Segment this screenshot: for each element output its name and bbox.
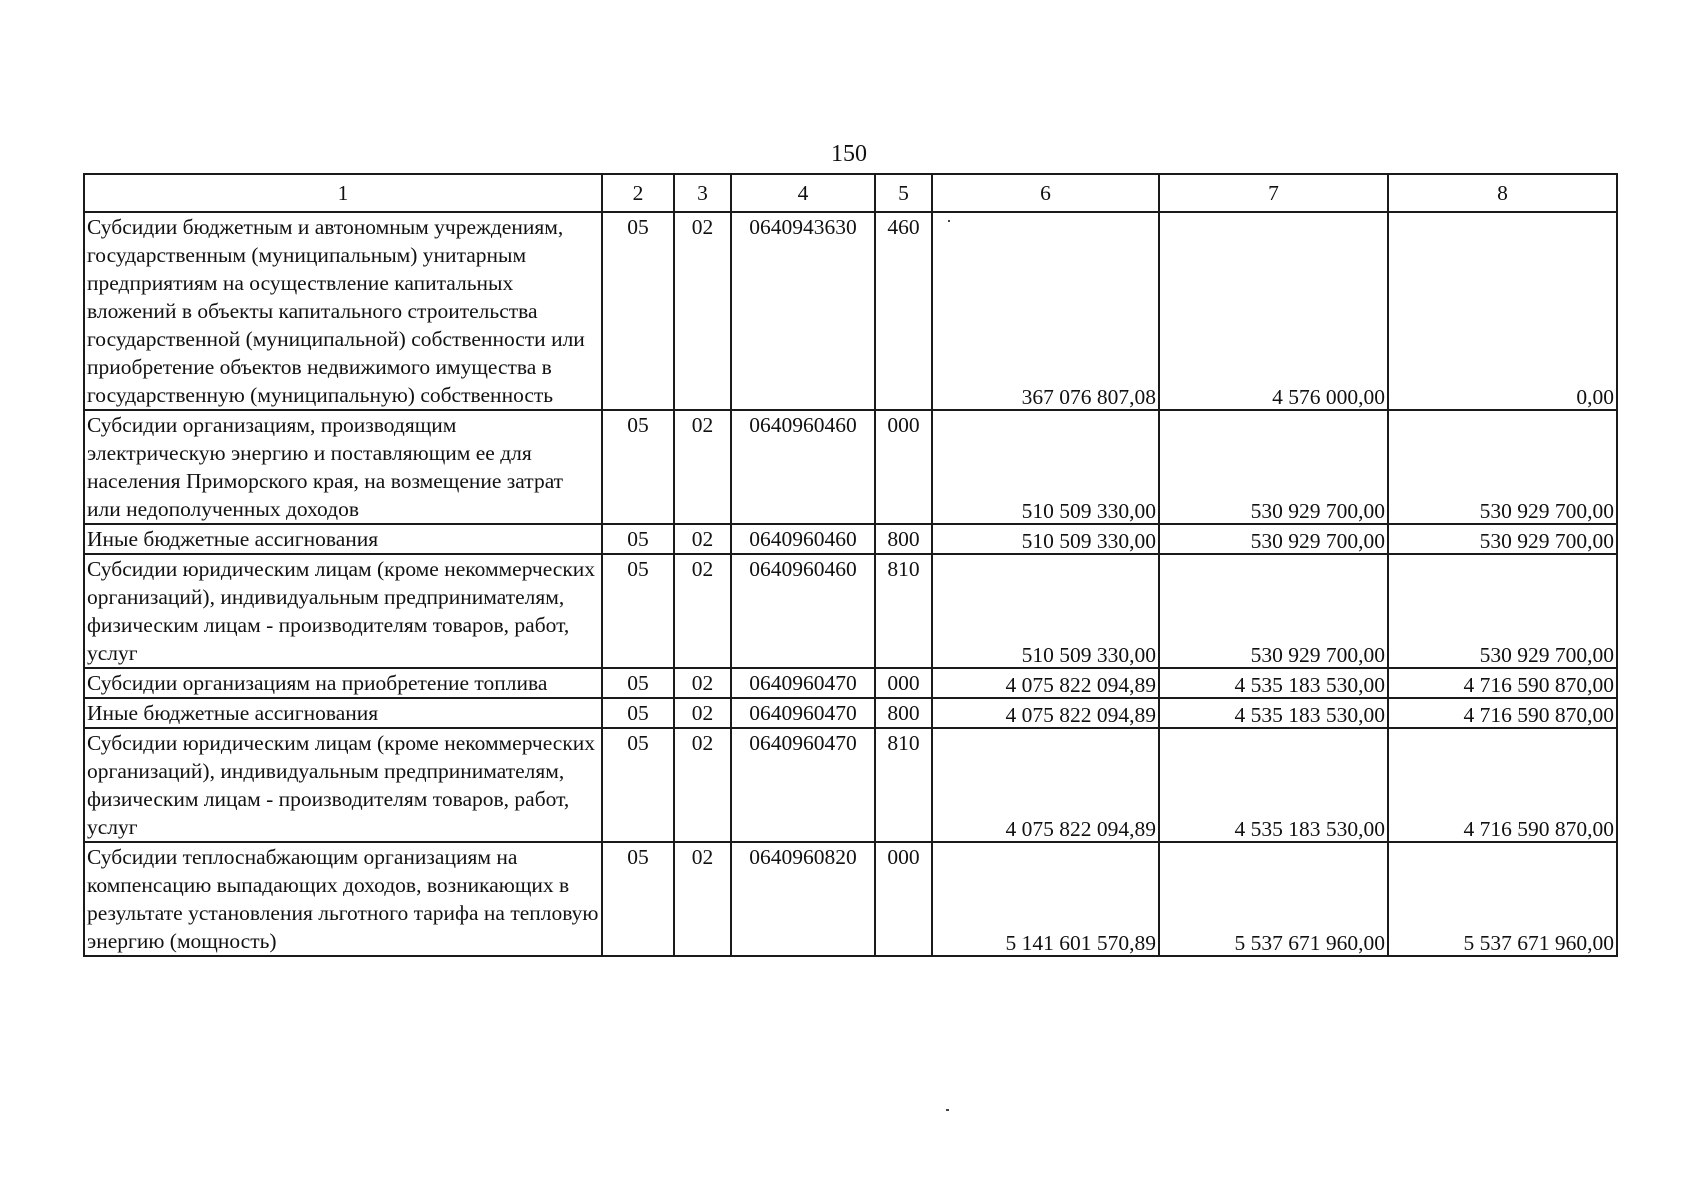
column-header: 3 [674,174,731,212]
target-article-code: 0640960460 [731,410,875,524]
amount-value: 530 929 700,00 [1479,499,1614,523]
subsection-code: 02 [674,410,731,524]
amount-value: 4 075 822 094,89 [1005,817,1156,841]
amount-value: 5 537 671 960,00 [1234,931,1385,955]
amount-col-6 [932,728,1159,842]
amount-value: 530 929 700,00 [1479,529,1614,553]
table-row [84,410,1617,524]
page-number: 150 [831,141,867,167]
table-row [84,728,1617,842]
row-description: Субсидии организациям на приобретение топлива [84,668,602,698]
amount-value: 4 535 183 530,00 [1234,817,1385,841]
target-article-code: 0640943630 [731,212,875,410]
amount-col-6 [932,212,1159,410]
section-code: 05 [602,212,674,410]
amount-value: 510 509 330,00 [1021,529,1156,553]
row-description: Иные бюджетные ассигнования [84,524,602,554]
amount-col-6 [932,524,1159,554]
target-article-code: 0640960820 [731,842,875,956]
expense-type-code: 800 [875,698,932,728]
amount-col-6 [932,410,1159,524]
amount-value: 530 929 700,00 [1250,499,1385,523]
amount-value: 530 929 700,00 [1250,643,1385,667]
amount-col-8 [1388,212,1617,410]
column-header: 7 [1159,174,1388,212]
amount-col-8 [1388,554,1617,668]
row-description: Субсидии бюджетным и автономным учреждениям, государственным (муниципальным) унитарным предприятиям на осуществление капитальных вложений в объекты капитального строительства государственной (муниципальной) собственности или приобретение объектов недвижимого имущества в государственную (муниципальную) собственность [84,212,602,410]
scan-speck [948,220,950,222]
amount-col-8 [1388,698,1617,728]
section-code: 05 [602,698,674,728]
amount-col-7 [1159,842,1388,956]
amount-value: 0,00 [1576,385,1614,409]
amount-col-7 [1159,524,1388,554]
amount-value: 5 537 671 960,00 [1463,931,1614,955]
budget-table [83,173,1618,957]
amount-col-7 [1159,728,1388,842]
amount-col-7 [1159,410,1388,524]
expense-type-code: 000 [875,668,932,698]
amount-col-7 [1159,212,1388,410]
amount-value: 530 929 700,00 [1250,529,1385,553]
expense-type-code: 000 [875,842,932,956]
amount-value: 510 509 330,00 [1021,499,1156,523]
subsection-code: 02 [674,524,731,554]
amount-col-7 [1159,668,1388,698]
amount-col-8 [1388,842,1617,956]
section-code: 05 [602,410,674,524]
row-description: Субсидии теплоснабжающим организациям на компенсацию выпадающих доходов, возникающих в результате установления льготного тарифа на тепловую энергию (мощность) [84,842,602,956]
subsection-code: 02 [674,728,731,842]
column-header: 6 [932,174,1159,212]
amount-col-6 [932,668,1159,698]
amount-col-6 [932,698,1159,728]
expense-type-code: 460 [875,212,932,410]
expense-type-code: 800 [875,524,932,554]
subsection-code: 02 [674,842,731,956]
amount-value: 367 076 807,08 [1021,385,1156,409]
table-row [84,668,1617,698]
amount-value: 4 716 590 870,00 [1463,673,1614,697]
expense-type-code: 000 [875,410,932,524]
amount-value: 5 141 601 570,89 [1005,931,1156,955]
target-article-code: 0640960460 [731,524,875,554]
section-code: 05 [602,524,674,554]
subsection-code: 02 [674,212,731,410]
target-article-code: 0640960470 [731,698,875,728]
scan-speck [946,1109,949,1111]
row-description: Субсидии организациям, производящим электрическую энергию и поставляющим ее для населения Приморского края, на возмещение затрат или недополученных доходов [84,410,602,524]
amount-col-6 [932,554,1159,668]
amount-value: 4 716 590 870,00 [1463,703,1614,727]
section-code: 05 [602,842,674,956]
table-row [84,212,1617,410]
column-header: 8 [1388,174,1617,212]
row-description: Субсидии юридическим лицам (кроме некоммерческих организаций), индивидуальным предпринимателям, физическим лицам - производителям товаров, работ, услуг [84,728,602,842]
amount-value: 530 929 700,00 [1479,643,1614,667]
section-code: 05 [602,554,674,668]
column-header: 1 [84,174,602,212]
column-header: 4 [731,174,875,212]
table-row [84,842,1617,956]
expense-type-code: 810 [875,554,932,668]
amount-value: 4 716 590 870,00 [1463,817,1614,841]
target-article-code: 0640960460 [731,554,875,668]
table-row [84,554,1617,668]
amount-value: 4 075 822 094,89 [1005,673,1156,697]
amount-col-8 [1388,524,1617,554]
column-header: 2 [602,174,674,212]
amount-col-8 [1388,668,1617,698]
table-row [84,524,1617,554]
amount-value: 4 535 183 530,00 [1234,673,1385,697]
amount-col-7 [1159,554,1388,668]
amount-value: 4 535 183 530,00 [1234,703,1385,727]
expense-type-code: 810 [875,728,932,842]
amount-value: 4 075 822 094,89 [1005,703,1156,727]
amount-col-6 [932,842,1159,956]
table-row [84,698,1617,728]
subsection-code: 02 [674,698,731,728]
target-article-code: 0640960470 [731,668,875,698]
amount-col-7 [1159,698,1388,728]
column-header: 5 [875,174,932,212]
row-description: Иные бюджетные ассигнования [84,698,602,728]
row-description: Субсидии юридическим лицам (кроме некоммерческих организаций), индивидуальным предпринимателям, физическим лицам - производителям товаров, работ, услуг [84,554,602,668]
subsection-code: 02 [674,668,731,698]
amount-col-8 [1388,728,1617,842]
amount-col-8 [1388,410,1617,524]
section-code: 05 [602,728,674,842]
amount-value: 510 509 330,00 [1021,643,1156,667]
header-row [84,174,1617,212]
target-article-code: 0640960470 [731,728,875,842]
section-code: 05 [602,668,674,698]
amount-value: 4 576 000,00 [1272,385,1385,409]
subsection-code: 02 [674,554,731,668]
